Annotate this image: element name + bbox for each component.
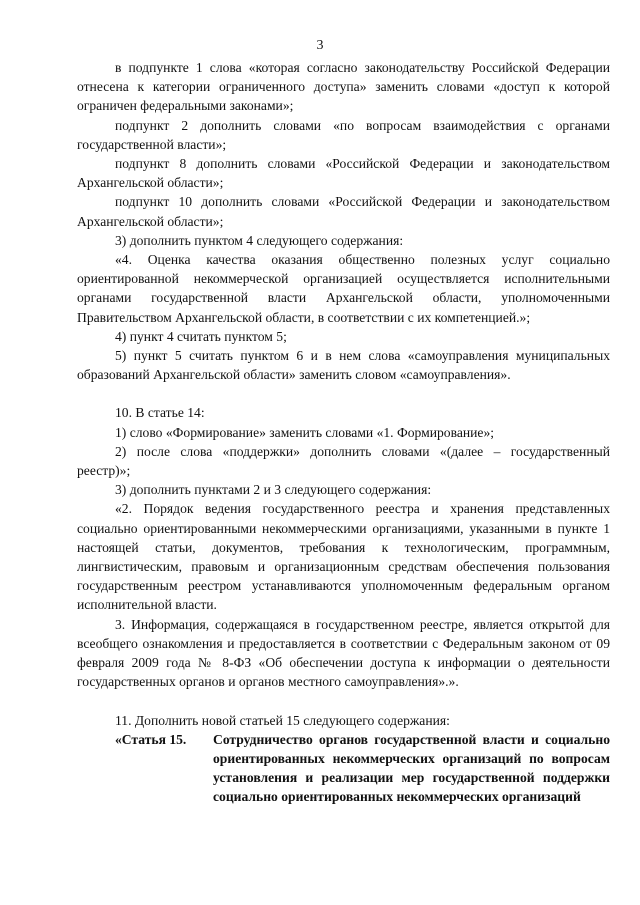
paragraph: в подпункте 1 слова «которая согласно законодательству Российской Федерации отнесена к категории ограниченного доступа» заменить словами «доступ к которой ограничен федеральными законами»; (77, 60, 610, 114)
article-number: «Статья 15. (115, 731, 187, 747)
paragraph: 5) пункт 5 считать пунктом 6 и в нем слова «самоуправления муниципальных образований Архангельской области» заменить словом «самоуправления». (77, 348, 610, 383)
paragraph: 10. В статье 14: (115, 405, 205, 421)
paragraph: 2) после слова «поддержки» дополнить словами «(далее – государственный реестр)»; (77, 443, 610, 479)
paragraph-spacer (77, 692, 610, 711)
paragraph: 3) дополнить пунктами 2 и 3 следующего содержания: (115, 482, 432, 498)
paragraph: «2. Порядок ведения государственного реестра и хранения представленных социально ориентированными некоммерческими организациями, указанными в пункте 1 настоящей статьи, документов, требования к технологическим, программным, лингвистическим, правовым и организационным средствам обеспечения пользования государственным реестром устанавливаются уполномоченным федеральным органом исполнительной власти. (77, 501, 610, 613)
paragraph: подпункт 2 дополнить словами «по вопросам взаимодействия с органами государственной власти»; (77, 117, 610, 152)
paragraph: подпункт 10 дополнить словами «Российской Федерации и законодательством Архангельской области»; (77, 194, 610, 229)
paragraph: 11. Дополнить новой статьей 15 следующего содержания: (115, 712, 450, 728)
paragraph: 3) дополнить пунктом 4 следующего содержания: (115, 232, 404, 248)
paragraph: 4) пункт 4 считать пунктом 5; (115, 328, 287, 344)
article-title: Сотрудничество органов государственной власти и социально ориентированных некоммерческих организаций по вопросам установления и реализации мер государственной поддержки социально ориентированных некоммерческих организаций (213, 731, 610, 805)
paragraph-spacer (77, 384, 610, 403)
page-number: 3 (316, 38, 324, 53)
paragraph: подпункт 8 дополнить словами «Российской Федерации и законодательством Архангельской области»; (77, 156, 610, 191)
paragraph: 3. Информация, содержащаяся в государственном реестре, является открытой для всеобщего ознакомления и предоставляется в соответствии с Федеральным законом от 09 февраля 2009 года № 8-ФЗ «Об обеспечении доступа к информации о деятельности государственных органов и органов местного самоуправления».». (77, 616, 610, 690)
paragraph: «4. Оценка качества оказания общественно полезных услуг социально ориентированной некоммерческой организацией осуществляется исполнительными органами государственной власти Архангельской области, уполномоченными Правительством Архангельской области, в соответствии с их компетенцией.»; (77, 252, 610, 325)
document-body (77, 58, 610, 807)
paragraph: 1) слово «Формирование» заменить словами «1. Формирование»; (115, 424, 495, 440)
article-heading (77, 730, 610, 807)
